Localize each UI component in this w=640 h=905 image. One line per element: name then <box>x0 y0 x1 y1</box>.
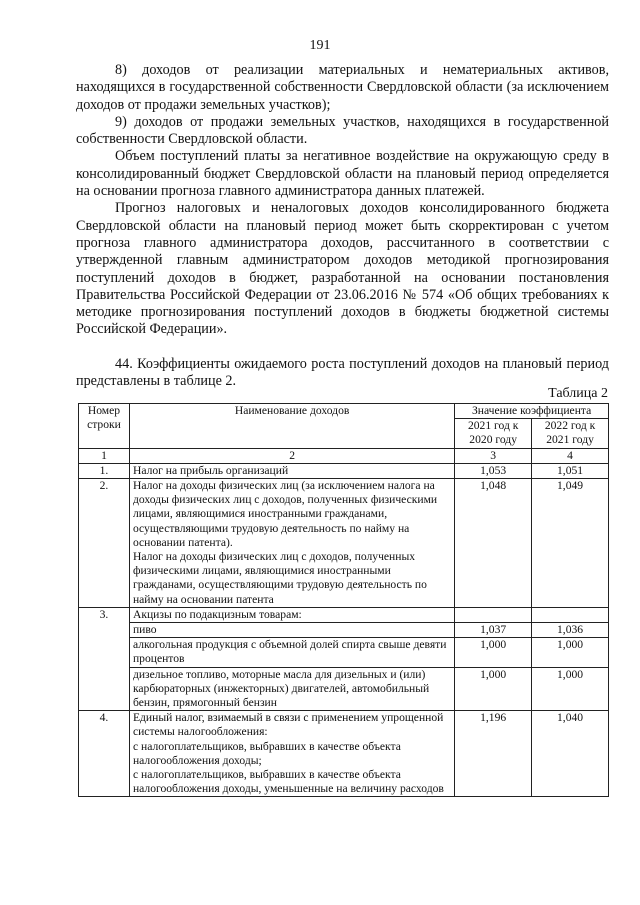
table-header-row <box>79 404 609 419</box>
paragraph-8: 8) доходов от реализации материальных и нематериальных активов, находящихся в государственной собственности Свердловской области (за исключением доходов от продажи земельных участков); <box>76 62 609 113</box>
table-row <box>79 711 609 797</box>
col-number: 2 <box>129 448 454 463</box>
value-2021: 1,000 <box>455 638 532 667</box>
value-2021 <box>455 607 532 622</box>
income-name: Акцизы по подакцизным товарам: <box>129 607 454 622</box>
paragraph-forecast: Прогноз налоговых и неналоговых доходов консолидированного бюджета Свердловской области на плановый период может быть скорректирован с учетом прогноза главного администратора доходов, рассчитанного в соответствии с утвержденной главным администратором доходов методикой прогнозирования поступлений доходов в бюджет, разработанной на основании постановления Правительства Российской Федерации от 23.06.2016 № 574 «Об общих требованиях к методике прогнозирования поступлений доходов в бюджеты бюджетной системы Российской Федерации». <box>76 200 609 338</box>
value-2021: 1,196 <box>455 711 532 797</box>
header-income-name: Наименование доходов <box>129 404 454 449</box>
income-name-part: Единый налог, взимаемый в связи с применением упрощенной системы налогообложения: <box>132 711 444 739</box>
income-name-part: с налогоплательщиков, выбравших в качестве объекта налогообложения доходы, уменьшенные на величину расходов <box>132 768 444 796</box>
header-2022: 2022 год к 2021 году <box>532 419 609 448</box>
header-row-number: Номер строки <box>79 404 130 449</box>
header-2021: 2021 год к 2020 году <box>455 419 532 448</box>
paragraph-environment-fee: Объем поступлений платы за негативное воздействие на окружающую среду в консолидированный бюджет Свердловской области на плановый период определяется на основании прогноза главного администратора данных платежей. <box>76 148 609 200</box>
value-2022: 1,049 <box>532 479 609 608</box>
income-name-part: с налогоплательщиков, выбравших в качестве объекта налогообложения доходы; <box>132 739 401 767</box>
income-name <box>129 711 454 797</box>
paragraph-9: 9) доходов от продажи земельных участков, находящихся в государственной собственности Свердловской области. <box>76 113 609 148</box>
table-row <box>79 638 609 667</box>
income-name-part: Налог на доходы физических лиц (за исключением налога на доходы физических лиц с доходов, полученных физическими лицами, являющимися иностранными гражданами, осуществляющими трудовую деятельность по найму на основании патента). <box>132 479 438 549</box>
row-number: 3. <box>79 607 130 710</box>
income-name: пиво <box>129 623 454 638</box>
value-2022: 1,000 <box>532 667 609 711</box>
value-2021: 1,048 <box>455 479 532 608</box>
body-text <box>76 62 609 390</box>
value-2022: 1,036 <box>532 623 609 638</box>
table-caption: Таблица 2 <box>548 386 608 401</box>
table-row <box>79 607 609 622</box>
value-2021: 1,053 <box>455 463 532 478</box>
value-2022 <box>532 607 609 622</box>
value-2021: 1,037 <box>455 623 532 638</box>
header-coefficient: Значение коэффициента <box>455 404 609 419</box>
value-2022: 1,040 <box>532 711 609 797</box>
paragraph-44: 44. Коэффициенты ожидаемого роста поступлений доходов на плановый период представлены в таблице 2. <box>76 355 609 390</box>
col-number: 1 <box>79 448 130 463</box>
value-2022: 1,051 <box>532 463 609 478</box>
table-row <box>79 463 609 478</box>
income-name: алкогольная продукция с объемной долей спирта свыше девяти процентов <box>129 638 454 667</box>
col-number: 4 <box>532 448 609 463</box>
column-number-row <box>79 448 609 463</box>
row-number: 1. <box>79 463 130 478</box>
table-row <box>79 623 609 638</box>
income-name: дизельное топливо, моторные масла для дизельных и (или) карбюраторных (инжекторных) двигателей, автомобильный бензин, прямогонный бензин <box>129 667 454 711</box>
row-number: 4. <box>79 711 130 797</box>
table-row <box>79 667 609 711</box>
row-number: 2. <box>79 479 130 608</box>
table-row <box>79 479 609 608</box>
income-name-part: Налог на доходы физических лиц с доходов, полученных физическими лицами, являющимися иностранными гражданами, осуществляющими трудовую деятельность по найму на основании патента <box>132 550 427 606</box>
income-name <box>129 479 454 608</box>
income-name: Налог на прибыль организаций <box>129 463 454 478</box>
value-2021: 1,000 <box>455 667 532 711</box>
coefficients-table <box>78 403 609 797</box>
page-number: 191 <box>309 38 331 53</box>
col-number: 3 <box>455 448 532 463</box>
value-2022: 1,000 <box>532 638 609 667</box>
